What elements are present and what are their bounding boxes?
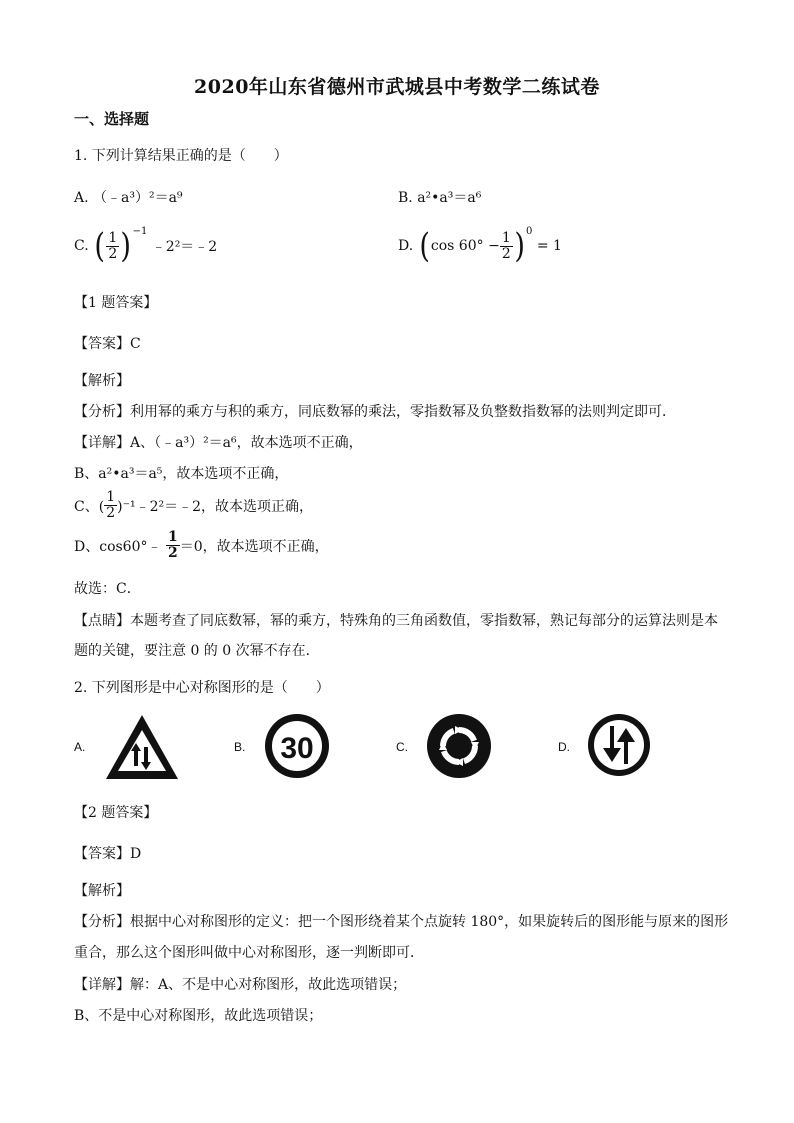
q1-option-b: B. a²•a³＝a⁶: [398, 190, 482, 206]
detail-a-1: 【详解】A、（﹣a³）²＝a⁶，故本选项不正确，: [74, 435, 363, 451]
fraction: $\frac{1}{2}$: [108, 229, 118, 262]
roundabout-sign-icon: [425, 712, 493, 780]
q1-option-d-tail: = 1: [536, 238, 562, 254]
answer-header-1: 【1 题答案】: [74, 295, 158, 311]
detail-a-2: 【详解】解：A、不是中心对称图形，故此选项错误；: [74, 977, 407, 993]
q1-stem: 1. 下列计算结果正确的是（ ）: [74, 148, 288, 164]
choice-1: 故选：C．: [74, 581, 141, 597]
q2-label-a: A.: [74, 740, 86, 754]
analysis-label-2: 【解析】: [74, 883, 130, 899]
detail-b-2: B、不是中心对称图形，故此选项错误；: [74, 1008, 323, 1024]
analysis-fenxi-2-line-1: 【分析】根据中心对称图形的定义：把一个图形绕着某个点旋转 180°，如果旋转后的图形能与原来的图形: [74, 914, 729, 930]
two-way-arrows-sign-icon: [586, 712, 652, 778]
answer-header-2: 【2 题答案】: [74, 805, 158, 821]
q1-option-c-label: C.: [74, 238, 89, 254]
analysis-fenxi-2-line-2: 重合，那么这个图形叫做中心对称图形，逐一判断即可．: [74, 945, 424, 961]
fraction: $\frac{1}{2}$: [167, 529, 178, 561]
q1-option-a: A. （﹣a³）²＝a⁹: [74, 190, 183, 206]
page-title: 2020年山东省德州市武城县中考数学二练试卷: [194, 76, 600, 98]
speed-limit-sign-icon: [263, 712, 331, 780]
warning-triangle-sign-icon: [103, 712, 181, 782]
q1-option-d: D. (cos 60° − $\frac{1}{2}$ )$^0$ = 1: [398, 226, 562, 266]
fraction: $\frac{1}{2}$: [501, 229, 511, 262]
q1-option-d-label: D.: [398, 238, 414, 254]
analysis-label-1: 【解析】: [74, 373, 130, 389]
q2-label-d: D.: [558, 740, 570, 754]
speed-limit-number: 30: [280, 732, 314, 765]
section-heading: 一、选择题: [74, 110, 150, 128]
q2-stem: 2. 下列图形是中心对称图形的是（ ）: [74, 680, 330, 696]
answer-1: 【答案】C: [74, 336, 141, 352]
q2-label-b: B.: [234, 740, 246, 754]
q2-label-c: C.: [396, 740, 408, 754]
detail-b-1: B、a²•a³＝a⁵，故本选项不正确，: [74, 466, 289, 482]
detail-d-1: D、cos60°﹣ $\frac{1}{2}$ ＝0，故本选项不正确，: [74, 529, 329, 561]
dianjing-line-1: 【点睛】本题考查了同底数幂，幂的乘方，特殊角的三角函数值，零指数幂，熟记每部分的运算法则是本: [74, 613, 718, 629]
detail-c-1: C、( $\frac{1}{2}$ )⁻¹﹣2²＝﹣2，故本选项正确，: [74, 489, 313, 521]
fraction: $\frac{1}{2}$: [106, 489, 116, 521]
q1-option-c-tail: ﹣2²＝﹣2: [151, 239, 218, 255]
analysis-fenxi-1: 【分析】利用幂的乘方与积的乘方，同底数幂的乘法，零指数幂及负整数指数幂的法则判定即可．: [74, 404, 676, 420]
answer-2: 【答案】D: [74, 846, 142, 862]
dianjing-line-2: 题的关键，要注意 0 的 0 次幂不存在．: [74, 643, 320, 659]
q1-option-c: C. ( $\frac{1}{2}$ )$^{-1}$ ﹣2²＝﹣2: [74, 226, 218, 266]
